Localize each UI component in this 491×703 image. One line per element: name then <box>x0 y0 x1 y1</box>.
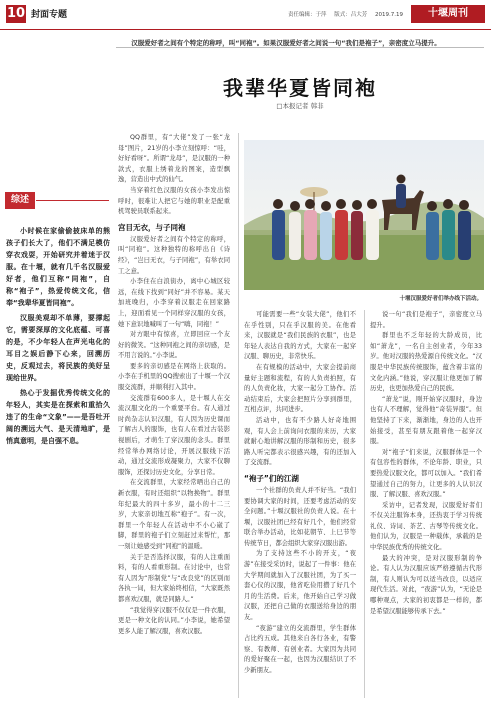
credit-date: 2019.7.19 <box>375 12 403 18</box>
body-paragraph: 汉服爱好者之间有个特定的称呼，叫“同袍”。这种独特的称呼出自《诗经》，“岂曰无衣，与子同袍”，有举衣同工之意。 <box>118 235 230 275</box>
body-paragraph: 为了支持这些不小的开支，“夜游”在接受采访时，说起了一件事：他在大学期间就加入了汉服社团，为了买一套心仪的汉服，他省吃俭用攒了好几个月的生活费。后来，他开始自己学习做汉服，还把自己做的衣服送给身边的朋友。 <box>244 550 356 622</box>
article-column-2 <box>244 310 356 698</box>
subheading: “袍子”们的江湖 <box>244 473 299 483</box>
photo-illustration <box>244 140 484 290</box>
body-paragraph: 要多的亲切感是在网络上获取的。小李在手机里的QQ搜索出了十堰一个汉服交流群，并顺利打入其中。 <box>118 362 230 392</box>
page-number: 10 <box>6 6 26 21</box>
body-paragraph: “我觉得穿汉服不仅仅是一件衣服，更是一种文化的认同。”小李说，她希望更多人能了解汉服，喜欢汉服。 <box>118 606 230 635</box>
sidebar-paragraph: 热心于发掘优秀传统文化的年轻人，其实是在探索和重拾久违了的生命“文象”——是吾吐开阔的溯远大气、是天清地旷，是悄真意明，是自强不息。 <box>6 389 110 445</box>
credit-layout: 版式：吕大芳 <box>334 12 368 18</box>
body-paragraph: 采访中，记者发现，汉服爱好者们不仅关注服饰本身，还热衷于学习传统礼仪、诗词、茶艺、古琴等传统文化。他们认为，汉服是一种载体，承载的是中华民族优秀的传统文化。 <box>370 501 482 552</box>
sidebar-paragraph: 小时候在家偷偷披床单的熊孩子们长大了，他们不满足模仿穿衣戏耍，开始研究并着迷于汉服。在十堰，就有几千名汉服爱好者，他们互称“同袍”，自称“袍子”，热爱传统文化，信奉“我辈华夏皆同袍”。 <box>6 227 110 307</box>
body-paragraph: 关于是否选择汉服，有的人注重面料，有的人看重形制。在讨论中，也常有人因为“形制党”与“改良党”的区别而各执一词，但大家始终相信，“大家既然都喜欢汉服，就是同路人。” <box>118 553 230 603</box>
editor-credits <box>282 10 403 18</box>
body-paragraph: 小李住在白浪街办，离中心城区较远，在线下找到“同好”并不容易。某天加班晚归，小李穿着汉服走在回家路上，迎面看见一个同样穿汉服的女孩，她下意识地喊叫了一句“嗨，同袍！” <box>118 278 230 328</box>
body-paragraph: QQ群里，有“大佬”发了一张“龙母”图片，21岁的小李立刻惊呼：“哇，好好看呀”。所谓“龙母”，是汉服的一种款式，衣服上绣着龙的图案，造型飘逸，营造出中式的仙气。 <box>118 134 230 184</box>
body-paragraph: 说一句“我们是袍子”，亲密度立马提升。 <box>370 311 482 329</box>
body-paragraph: 可能需要一些“女装大佬”，他们不在乎性别，只在乎汉服的美。在他看来，汉服就是“我们民族的衣服”，也是年轻人表达自我的方式，大家在一起穿汉服、聊历史，非常快乐。 <box>244 311 356 361</box>
body-paragraph: 一个社群的负责人并不好当。“我们要协调大家的时间，还要考虑活动的安全问题。”十堰汉服社的负责人说。在十堰，汉服社团已经有好几个，他们经常联合举办活动，比如花朝节、上巳节等传统节日，都会组织大家穿汉服出游。 <box>244 486 356 547</box>
body-paragraph: 对“袍子”们来说，汉服群体是一个有包容性的群体，不论年龄、职业，只要热爱汉服文化，都可以加入。“我们希望通过自己的努力，让更多的人认识汉服、了解汉服、喜欢汉服。” <box>370 448 482 499</box>
body-paragraph: 当穿着红色汉服的女孩小李发出惊呼时，很难让人把它与她的职业是配重机驾驶员联系起来。 <box>118 186 230 216</box>
newspaper-brand: 十堰周刊 <box>411 5 485 23</box>
credit-editor: 责任编辑：于萍 <box>287 12 327 18</box>
body-paragraph: “夜游”建立的交流群里，学生群体占比约五成。其他来自各行各业，有警察、有教师、有创业者。大家因为共同的爱好聚在一起，也因为汉服结识了不少新朋友。 <box>244 624 356 674</box>
article-column-3 <box>370 310 482 698</box>
article-byline: □本报记者 韩非 <box>276 102 324 110</box>
body-paragraph: 在交流群里，大家经常晒出自己的新衣服，有时还组织“以物换物”。群里年纪最大的四十多岁，最小的十二三岁，大家亲切地互称“袍子”。有一次，群里一个年轻人在活动中不小心崴了脚，群里的袍子们立刻赶过来帮忙，那一刻让她感受到“同袍”的温暖。 <box>118 479 230 550</box>
sidebar-summary <box>6 225 110 450</box>
body-paragraph: 群里也不乏年轻的大龄成员，比如“萧龙”，一名自主创业者，今年33岁。他对汉服的热爱源自传统文化。“汉服是中华民族传统服饰，蕴含着丰富的文化内涵。”他说，穿汉服让他更加了解历史，也更加热爱自己的民族。 <box>370 332 482 393</box>
photo-caption: 十堰汉服爱好者们举办线下活动。 <box>399 296 482 302</box>
column-divider <box>364 310 365 698</box>
body-paragraph: 在有规模的活动中，大家会提前商量好主题和流程，有的人负责拍照，有的人负责化妆，大家一起分工协作。活动结束后，大家会把照片分享到群里，互相点评，共同进步。 <box>244 363 356 414</box>
body-paragraph: 交流群有600多人，是十堰人在交流汉服文化的一个重要平台。有人通过时尚杂志认识汉服，有人因为历史课而了解古人的服饰，也有人在看过古装影视剧后，才萌生了穿汉服的念头。群里经常举办网络讨论，开展汉服线下活动，通过交流形成凝聚力，大家不仅聊服饰，还探讨历史文化，分享日常。 <box>118 394 230 476</box>
hanfu-group-photo <box>244 140 484 290</box>
subheading: 宫目无衣，与子同袍 <box>118 222 186 232</box>
body-paragraph: 活动中，也有不少路人好奇地围观，有人会上前询问衣服的来历，大家就耐心地讲解汉服的形制和历史，很多路人听完都表示很感兴趣，有的还加入了交流群。 <box>244 416 356 467</box>
article-column-1 <box>118 133 230 698</box>
article-headline: 我辈华夏皆同袍 <box>223 76 377 100</box>
article-lede: 汉服爱好者之间有个特定的称呼，叫“同袍”。如果汉服爱好者之间说一句“我们是袍子”，亲密度立马提升。 <box>131 39 441 47</box>
sidebar-rule <box>36 200 109 201</box>
body-paragraph: 对方眼中有惊喜，立即回应一个友好的微笑。“这种同袍之间的亲切感，是不用言说的。”小李说。 <box>118 331 230 360</box>
body-paragraph: “萧龙”说，刚开始穿汉服时，身边也有人不理解，觉得他“奇装异服”。但他坚持了下来，渐渐地，身边的人也开始接受，甚至有朋友跟着他一起穿汉服。 <box>370 395 482 446</box>
section-name: 封面专题 <box>31 10 68 20</box>
page-header <box>0 0 491 30</box>
lede-rule <box>116 47 484 48</box>
column-divider <box>238 133 239 698</box>
sidebar-tag: 综述 <box>5 192 35 209</box>
body-paragraph: 最大的冲突，是对汉服形制的争论。有人认为汉服应该严格遵循古代形制，有人则认为可以适当改良，以适应现代生活。对此，“夜游”认为，“无论是哪种观点，大家的初衷都是一样的，都是希望汉服能够传承下去。” <box>370 554 482 615</box>
sidebar-paragraph: 汉服美观却不单薄，要撑起它，需要深厚的文化底蕴、可喜的是，不少年轻人在声光电化的耳目之娱后静下心来，回溯历史，反观过去，将民族的美好呈现给世界。 <box>6 314 110 382</box>
